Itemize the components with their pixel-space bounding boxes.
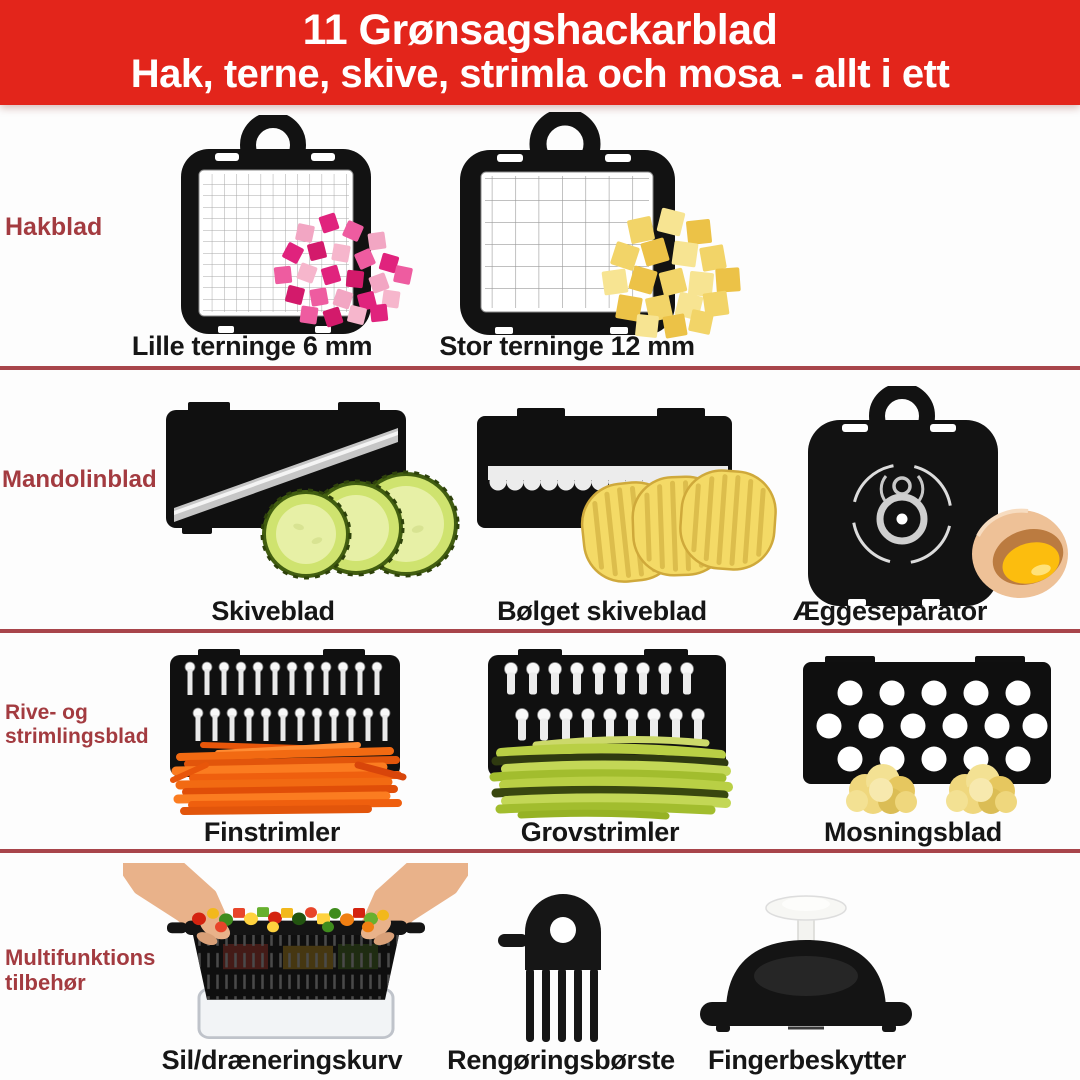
section-rive-strimlingsblad xyxy=(0,633,1080,853)
mashing-blade-with-mash-icon xyxy=(795,648,1060,823)
section-hakblad xyxy=(0,105,1080,372)
caption-lille-terninge-6mm: Lille terninge 6 mm xyxy=(131,331,373,361)
header-banner xyxy=(0,0,1080,105)
fine-dicing-grid-with-pink-cubes-icon xyxy=(163,115,448,340)
section-mandolinblad xyxy=(0,372,1080,633)
caption-fingerbeskytter: Fingerbeskytter xyxy=(707,1045,907,1075)
egg-separator-with-cracked-egg-icon xyxy=(790,386,1070,616)
strainer-drain-basket-icon xyxy=(123,863,468,1043)
section-label-mandolinblad: Mandolinblad xyxy=(2,466,157,493)
section-label-hakblad: Hakblad xyxy=(5,213,103,241)
wavy-slicing-blade-with-crinkle-chips-icon xyxy=(472,398,787,588)
section-divider xyxy=(0,366,1080,370)
caption-stor-terninge-12mm: Stor terninge 12 mm xyxy=(439,331,695,361)
finger-guard-icon xyxy=(692,888,922,1056)
straight-slicing-blade-with-cucumber-slices-icon xyxy=(158,396,468,591)
section-label-rive-strimlingsblad: Rive- og strimlingsblad xyxy=(5,701,149,749)
section-label-multifunktions-tilbehor: Multifunktions tilbehør xyxy=(5,945,156,996)
banner-subtitle: Hak, terne, skive, strimla och mosa - allt i ett xyxy=(130,51,950,96)
caption-sil-draeneringskurv: Sil/dræneringskurv xyxy=(161,1045,403,1075)
cleaning-brush-icon xyxy=(498,890,633,1055)
fine-julienne-blade-with-carrot-strips-icon xyxy=(158,645,413,825)
caption-aeggeseparator: Æggeseparator xyxy=(792,596,988,626)
caption-mosningsblad: Mosningsblad xyxy=(824,817,1002,847)
section-multifunktions-tilbehor xyxy=(0,853,1080,1080)
caption-finstrimler: Finstrimler xyxy=(203,817,341,847)
caption-grovstrimler: Grovstrimler xyxy=(520,817,680,847)
caption-rengoringsborste: Rengøringsbørste xyxy=(447,1045,675,1075)
banner-title: 11 Grønsagshackarblad xyxy=(302,6,778,54)
coarse-dicing-grid-with-yellow-cubes-icon xyxy=(445,112,745,342)
coarse-julienne-blade-with-zucchini-strips-icon xyxy=(476,645,741,825)
caption-bolget-skiveblad: Bølget skiveblad xyxy=(497,596,707,626)
caption-skiveblad: Skiveblad xyxy=(211,596,335,626)
